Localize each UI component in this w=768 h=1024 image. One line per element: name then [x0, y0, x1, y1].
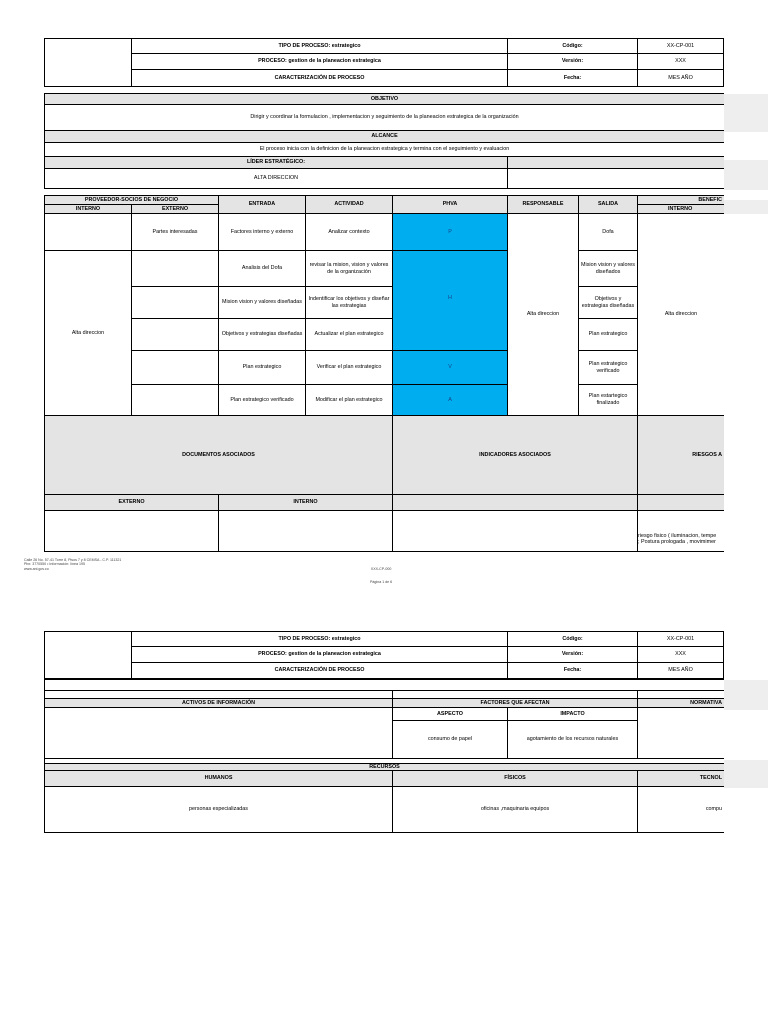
entrada-row2: Analisis del Dofa	[218, 250, 306, 287]
responsable-header: RESPONSABLE	[507, 195, 579, 214]
aspecto-value: consumo de papel	[392, 720, 508, 759]
phva-h: H	[392, 250, 508, 351]
edge-shade	[724, 160, 768, 190]
documentos-interno-body	[218, 510, 393, 552]
riesgos-line-2: ; Postura prologada , movimimer	[638, 539, 716, 546]
actividad-header: ACTIVIDAD	[305, 195, 393, 214]
indicadores-body	[392, 510, 638, 552]
salida-row1: Dofa	[578, 213, 638, 251]
fecha-label: Fecha:	[507, 69, 638, 87]
edge-shade	[724, 94, 768, 132]
salida-row6: Plan estartegico finalizado	[578, 384, 638, 416]
humanos-value: personas especializadas	[44, 786, 393, 833]
version-label: Versión:	[507, 53, 638, 70]
salida-header: SALIDA	[578, 195, 638, 214]
proveedor-externo-row4	[131, 318, 219, 351]
phva-v: V	[392, 350, 508, 385]
version-value: XXX	[637, 53, 724, 70]
riesgos-body	[637, 510, 724, 552]
actividad-row4: Actualizar el plan estrategico	[305, 318, 393, 351]
caracterizacion-title-2: CARACTERIZACIÓN DE PROCESO	[131, 662, 508, 679]
caracterizacion-title: CARACTERIZACIÓN DE PROCESO	[131, 69, 508, 87]
documentos-externo-body	[44, 510, 219, 552]
factores-title: FACTORES QUE AFECTAN	[392, 698, 638, 708]
activos-title: ACTIVOS DE INFORMACIÓN	[44, 698, 393, 708]
phva-p: P	[392, 213, 508, 251]
fecha-value: MES AÑO	[637, 69, 724, 87]
proveedor-title: PROVEEDOR-SOCIOS DE NEGOCIO	[44, 195, 219, 205]
proveedor-interno-merged: Alta direccion	[44, 250, 132, 416]
footer-address: Calle 26 No. 57-41 Torre 8, Pisos 7 y 8 CEMSA - C.P. 111321 Pbx: 3770550 • Información: línea 195 www.ani.gov.co	[24, 558, 122, 571]
documentos-title: DOCUMENTOS ASOCIADOS	[44, 415, 393, 495]
fisicos-value: oficinas ,maquinaria equipos	[392, 786, 638, 833]
tecnol-value: compu	[637, 786, 724, 833]
proveedor-externo-row2	[131, 250, 219, 287]
edge-shade	[724, 680, 768, 710]
responsable-merged: Alta direccion	[507, 213, 579, 416]
codigo-value: XX-CP-001	[637, 38, 724, 54]
impacto-value: agotamiento de los recursos naturales	[507, 720, 638, 759]
indicadores-subheader	[392, 494, 638, 511]
lider-value: ALTA DIRECCION	[44, 168, 508, 189]
actividad-row5: Verificar el plan estrategico	[305, 350, 393, 385]
salida-row3: Objetivos y estrategias diseñadas	[578, 286, 638, 319]
tecnol-header: TECNOL	[637, 770, 724, 787]
indicadores-title: INDICADORES ASOCIADOS	[392, 415, 638, 495]
codigo-label-2: Código:	[507, 631, 638, 647]
lider-value-right	[507, 168, 724, 189]
logo-cell	[44, 38, 132, 87]
edge-shade	[724, 760, 768, 788]
codigo-value-2: XX-CP-001	[637, 631, 724, 647]
actividad-row6: Modificar el plan estrategico	[305, 384, 393, 416]
tipo-proceso: TIPO DE PROCESO: estrategico	[131, 38, 508, 54]
impacto-header: IMPACTO	[507, 707, 638, 721]
fisicos-header: FÍSICOS	[392, 770, 638, 787]
documentos-externo-header: EXTERNO	[44, 494, 219, 511]
proveedor-interno-header: INTERNO	[44, 204, 132, 214]
actividad-row3: Indentificar los objetivos y diseñar las estrategias	[305, 286, 393, 319]
beneficiario-title: BENEFIC	[637, 195, 724, 205]
alcance-title: ALCANCE	[44, 130, 724, 143]
salida-row4: Plan estrategico	[578, 318, 638, 351]
proveedor-externo-header: EXTERNO	[131, 204, 219, 214]
proceso: PROCESO: gestion de la planeacion estrategica	[131, 53, 508, 70]
aspecto-header: ASPECTO	[392, 707, 508, 721]
objetivo-text: Dirigir y coordinar la formulacion , implementacion y seguimiento de la planeacion estrategica de la organización	[44, 104, 724, 131]
entrada-row6: Plan estrategico verificado	[218, 384, 306, 416]
lider-title: LÍDER ESTRATÉGICO:	[44, 156, 508, 169]
activos-body	[44, 707, 393, 759]
actividad-row1: Analizar contexto	[305, 213, 393, 251]
version-label-2: Versión:	[507, 646, 638, 663]
objetivo-title: OBJETIVO	[44, 93, 724, 105]
actividad-row2: revisar la mision, vision y valores de la organización	[305, 250, 393, 287]
riesgos-title: RIESGOS A	[637, 415, 724, 495]
fecha-value-2: MES AÑO	[637, 662, 724, 679]
entrada-row5: Plan estrategico	[218, 350, 306, 385]
salida-row5: Plan estrategico verificado	[578, 350, 638, 385]
page-1-bottom-line	[44, 551, 724, 552]
normativa-title: NORMATIVA	[637, 698, 724, 708]
documentos-interno-header: INTERNO	[218, 494, 393, 511]
beneficiario-merged: Alta direccion	[637, 213, 724, 416]
proceso-2: PROCESO: gestion de la planeacion estrategica	[131, 646, 508, 663]
beneficiario-interno-header: INTERNO	[637, 204, 724, 214]
footer-code: XXX-CP-000 Página 1 de 6	[370, 566, 393, 585]
proveedor-interno-row1	[44, 213, 132, 251]
codigo-label: Código:	[507, 38, 638, 54]
fecha-label-2: Fecha:	[507, 662, 638, 679]
tipo-proceso-2: TIPO DE PROCESO: estrategico	[131, 631, 508, 647]
version-value-2: XXX	[637, 646, 724, 663]
recursos-title: RECURSOS	[44, 763, 724, 771]
normativa-body	[637, 707, 724, 759]
entrada-row1: Factores interno y externo	[218, 213, 306, 251]
phva-a: A	[392, 384, 508, 416]
proveedor-externo-row1: Partes interesadas	[131, 213, 219, 251]
edge-shade	[724, 200, 768, 214]
humanos-header: HUMANOS	[44, 770, 393, 787]
proveedor-externo-row5	[131, 350, 219, 385]
riesgos-line-1: riesgo fisico ( iluminacion, tempe	[638, 532, 717, 539]
entrada-row3: Mision vision y valores diseñadas	[218, 286, 306, 319]
phva-header: PHVA	[392, 195, 508, 214]
alcance-text: El proceso inicia con la definicion de la planeacion estrategica y termina con el seguimiento y evaluacion	[44, 142, 724, 157]
entrada-row4: Objetivos y estrategias diseñadas	[218, 318, 306, 351]
proveedor-externo-row6	[131, 384, 219, 416]
proveedor-externo-row3	[131, 286, 219, 319]
salida-row2: Mision vision y valores diseñados	[578, 250, 638, 287]
entrada-header: ENTRADA	[218, 195, 306, 214]
riesgos-subheader	[637, 494, 724, 511]
logo-cell-2	[44, 631, 132, 679]
